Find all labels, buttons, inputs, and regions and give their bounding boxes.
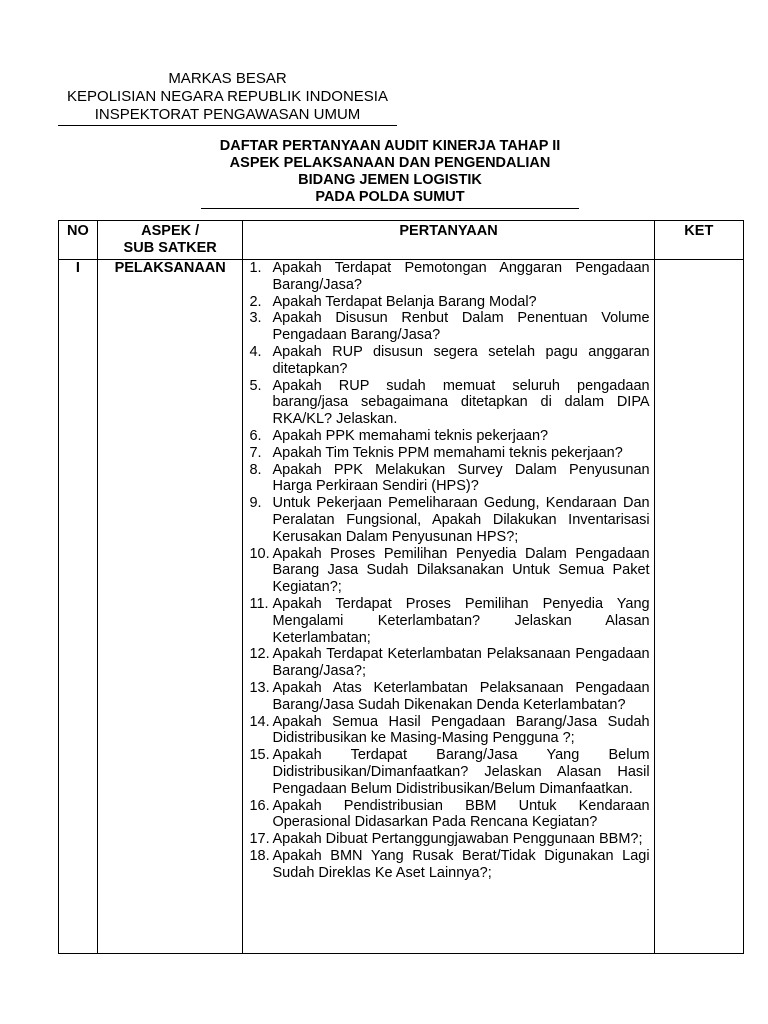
question-item: [249, 747, 649, 797]
title-underline: [201, 208, 579, 209]
question-item: [249, 714, 649, 748]
questions-cell: [243, 260, 654, 954]
question-number: 2.: [249, 293, 262, 310]
question-item: [249, 428, 649, 445]
question-text: Apakah Disusun Renbut Dalam Penentuan Volume Pengadaan Barang/Jasa?: [272, 310, 650, 344]
header-pertanyaan: PERTANYAAN: [243, 221, 654, 260]
question-list: [243, 260, 653, 881]
title-line-2: ASPEK PELAKSANAAN DAN PENGENDALIAN: [229, 155, 551, 171]
document-title: [200, 138, 580, 209]
question-number: 5.: [249, 377, 262, 394]
document-header: [55, 70, 400, 126]
header-line-1: MARKAS BESAR: [168, 70, 287, 87]
question-item: [249, 495, 649, 545]
question-number: 17.: [249, 831, 270, 848]
question-item: [249, 831, 649, 848]
question-item: [249, 260, 649, 294]
table-header-row: [59, 221, 744, 260]
question-text: Apakah Terdapat Keterlambatan Pelaksanaan Pengadaan Barang/Jasa?;: [272, 646, 650, 680]
table-row: [59, 260, 744, 954]
question-number: 11.: [249, 595, 269, 612]
question-text: Apakah Terdapat Belanja Barang Modal?: [272, 293, 537, 310]
question-item: [249, 445, 649, 462]
question-text: Apakah Semua Hasil Pengadaan Barang/Jasa Sudah Didistribusikan ke Masing-Masing Pengguna ?;: [272, 713, 650, 747]
question-item: [249, 344, 649, 378]
question-text: Apakah Pendistribusian BBM Untuk Kendaraan Operasional Didasarkan Pada Rencana Kegiatan?: [272, 797, 650, 831]
row-ket: [654, 260, 743, 954]
question-number: 13.: [249, 679, 270, 696]
question-number: 6.: [249, 427, 262, 444]
question-item: [249, 546, 649, 596]
question-number: 16.: [249, 797, 270, 814]
question-text: Apakah Proses Pemilihan Penyedia Dalam Pengadaan Barang Jasa Sudah Dilaksanakan Untuk Semua Paket Kegiatan?;: [272, 545, 650, 596]
header-ket: KET: [654, 221, 743, 260]
question-text: Apakah PPK memahami teknis pekerjaan?: [272, 427, 549, 444]
question-number: 15.: [249, 747, 270, 764]
question-number: 4.: [249, 343, 262, 360]
question-text: Apakah Dibuat Pertanggungjawaban Penggunaan BBM?;: [272, 831, 643, 848]
question-number: 3.: [249, 310, 262, 327]
question-item: [249, 310, 649, 344]
header-line-3: INSPEKTORAT PENGAWASAN UMUM: [58, 106, 397, 126]
question-text: Apakah RUP disusun segera setelah pagu anggaran ditetapkan?: [272, 343, 650, 377]
header-aspek-line-1: ASPEK /: [141, 223, 200, 239]
question-text: Apakah Atas Keterlambatan Pelaksanaan Pengadaan Barang/Jasa Sudah Dikenakan Denda Keterlambatan?: [272, 679, 650, 713]
header-line-2: KEPOLISIAN NEGARA REPUBLIK INDONESIA: [67, 88, 388, 105]
question-number: 18.: [249, 847, 270, 864]
question-text: Apakah Terdapat Proses Pemilihan Penyedia Yang Mengalami Keterlambatan? Jelaskan Alasan Keterlambatan;: [272, 595, 650, 646]
question-text: Apakah Terdapat Pemotongan Anggaran Pengadaan Barang/Jasa?: [272, 260, 650, 293]
question-item: [249, 596, 649, 646]
title-line-4: PADA POLDA SUMUT: [315, 189, 465, 205]
title-line-1: DAFTAR PERTANYAAN AUDIT KINERJA TAHAP II: [219, 138, 561, 154]
question-item: [249, 646, 649, 680]
question-item: [249, 798, 649, 832]
question-text: Apakah Terdapat Barang/Jasa Yang Belum Didistribusikan/Dimanfaatkan? Jelaskan Alasan Hasil Pengadaan Belum Didistribusikan/Belum Dimanfaatkan.: [272, 747, 650, 797]
question-number: 9.: [249, 495, 262, 512]
audit-question-table: [58, 220, 744, 954]
question-item: [249, 848, 649, 882]
question-text: Apakah PPK Melakukan Survey Dalam Penyusunan Harga Perkiraan Sendiri (HPS)?: [272, 461, 650, 495]
question-number: 1.: [249, 260, 262, 276]
question-text: Apakah RUP sudah memuat seluruh pengadaan barang/jasa sebagaimana ditetapkan di dalam DIPA RKA/KL? Jelaskan.: [272, 377, 650, 428]
header-aspek: [97, 221, 243, 260]
question-item: [249, 378, 649, 428]
question-item: [249, 294, 649, 311]
question-number: 7.: [249, 444, 262, 461]
row-no: I: [59, 260, 98, 954]
header-no: NO: [59, 221, 98, 260]
question-number: 14.: [249, 713, 270, 730]
question-text: Apakah Tim Teknis PPM memahami teknis pekerjaan?: [272, 444, 623, 461]
header-aspek-line-2: SUB SATKER: [123, 239, 217, 256]
question-text: Apakah BMN Yang Rusak Berat/Tidak Digunakan Lagi Sudah Direklas Ke Aset Lainnya?;: [272, 847, 650, 881]
question-item: [249, 680, 649, 714]
question-number: 10.: [249, 545, 270, 562]
question-number: 12.: [249, 646, 270, 663]
question-item: [249, 462, 649, 496]
question-text: Untuk Pekerjaan Pemeliharaan Gedung, Kendaraan Dan Peralatan Fungsional, Apakah Dilakukan Inventarisasi Kerusakan Dalam Penyusunan HPS?;: [272, 495, 650, 545]
row-aspek: PELAKSANAAN: [97, 260, 243, 954]
question-number: 8.: [249, 461, 262, 478]
title-line-3: BIDANG JEMEN LOGISTIK: [298, 172, 482, 188]
